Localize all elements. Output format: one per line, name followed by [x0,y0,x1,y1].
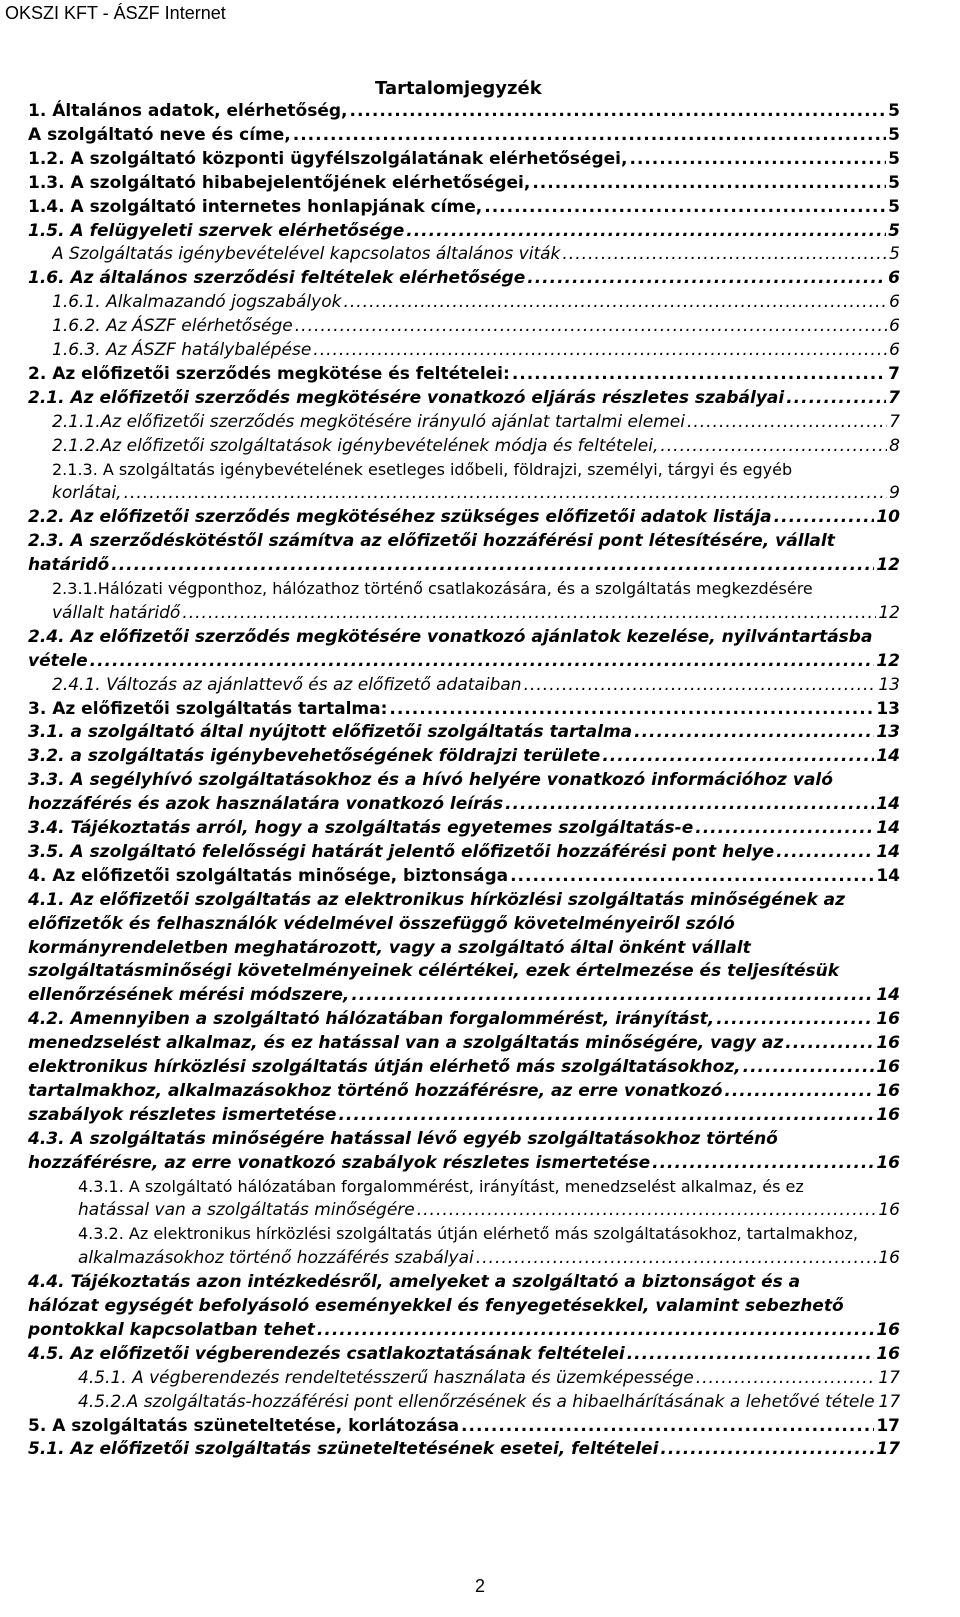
toc-entry-page: 16 [876,1009,900,1030]
toc-entry-title: 2.1.2.Az előfizetői szolgáltatások igénybevételének módja és feltételei, [52,435,659,456]
toc-entry[interactable] [52,458,900,482]
toc-leader-dots [696,1366,877,1390]
toc-entry[interactable] [28,147,900,171]
toc-entry-title: határidő [28,555,110,576]
toc-entry-page: 12 [876,555,900,576]
toc-entry[interactable] [28,959,900,983]
toc-entry-title: 2.3.1.Hálózati végponthoz, hálózathoz történő csatlakozására, és a szolgáltatás megkezdésére [52,579,813,598]
toc-entry[interactable] [52,242,900,266]
toc-entry-page: 6 [889,292,900,313]
toc-leader-dots [634,720,874,744]
toc-leader-dots [417,1198,877,1222]
toc-entry-page: 16 [876,1033,900,1054]
toc-leader-dots [724,1079,874,1103]
toc-leader-dots [512,362,886,386]
toc-leader-dots [90,649,875,673]
toc-entry[interactable] [28,840,900,864]
toc-entry[interactable] [52,577,900,601]
toc-entry-title: 4.5.1. A végberendezés rendeltetésszerű használata és üzemképessége [78,1367,694,1388]
toc-entry-page: 6 [888,268,900,289]
toc-leader-dots [182,601,876,625]
toc-leader-dots [687,410,887,434]
toc-leader-dots [389,697,874,721]
toc-entry-title: 4.3.2. Az elektronikus hírközlési szolgáltatás útján elérhető más szolgáltatásokhoz, tartalmakhoz, [78,1224,859,1244]
toc-entry-title: 1.6.1. Alkalmazandó jogszabályok [52,292,342,313]
toc-entry-title: 1.3. A szolgáltató hibabejelentőjének elérhetőségei, [28,172,531,193]
toc-entry[interactable] [52,314,900,338]
toc-entry[interactable] [28,649,900,673]
toc-entry-page: 12 [878,602,900,623]
toc-entry[interactable] [28,219,900,243]
toc-entry-title: elektronikus hírközlési szolgáltatás útján elérhető más szolgáltatásokhoz, [28,1057,741,1077]
toc-entry-page: 5 [888,196,900,217]
toc-entry-page: 13 [878,674,900,695]
toc-entry-title: 4.1. Az előfizetői szolgáltatás az elektronikus hírközlési szolgáltatás minőségének az [28,889,846,910]
toc-entry[interactable] [78,1198,900,1222]
toc-entry-title: 2.3. A szerződéskötéstől számítva az előfizetői hozzáférési pont létesítésére, vállalt [28,531,835,552]
toc-entry-page: 9 [889,483,900,504]
toc-entry-page: 16 [876,1319,900,1340]
toc-entry-title: 4.2. Amennyiben a szolgáltató hálózatában forgalommérést, irányítást, [28,1009,715,1030]
toc-entry[interactable] [52,338,900,362]
toc-entry-page: 7 [888,363,900,384]
toc-entry[interactable] [28,816,900,840]
toc-leader-dots [776,840,874,864]
toc-leader-dots [351,983,874,1007]
toc-leader-dots [716,1007,874,1031]
toc-leader-dots [785,1031,874,1055]
toc-leader-dots [627,1342,875,1366]
toc-entry-title: 2.2. Az előfizetői szerződés megkötéséhez szükséges előfizetői adatok listája [28,507,772,528]
toc-entry[interactable] [28,1079,900,1103]
toc-entry[interactable] [52,601,900,625]
toc-entry-title: tartalmakhoz, alkalmazásokhoz történő hozzáférésre, az erre vonatkozó [28,1080,723,1101]
toc-entry-page: 5 [888,148,900,169]
toc-entry[interactable] [28,697,900,721]
toc-entry[interactable] [28,1270,900,1294]
toc-entry[interactable] [78,1366,900,1390]
toc-leader-dots [629,147,886,171]
toc-entry[interactable] [78,1390,900,1414]
toc-leader-dots [313,338,887,362]
toc-entry-title: 3.4. Tájékoztatás arról, hogy a szolgáltatás egyetemes szolgáltatás-e [28,818,694,838]
toc-entry[interactable] [28,386,900,410]
toc-leader-dots [406,219,886,243]
toc-entry[interactable] [28,1127,900,1151]
toc-entry[interactable] [28,123,900,147]
toc-entry[interactable] [28,720,900,744]
toc-entry-title: 1. Általános adatok, elérhetőség, [28,101,348,121]
toc-leader-dots [317,1318,874,1342]
toc-entry[interactable] [28,195,900,219]
toc-leader-dots [602,744,874,768]
toc-leader-dots [293,123,886,147]
toc-entry-title: 2.1.1.Az előfizetői szerződés megkötésére irányuló ajánlat tartalmi elemei [52,411,685,432]
toc-entry-page: 8 [889,435,900,456]
toc-entry-page: 6 [889,316,900,337]
toc-leader-dots [338,1103,874,1127]
toc-entry-title: A szolgáltató neve és címe, [28,124,291,145]
toc-leader-dots [111,553,874,577]
toc-entry[interactable] [28,936,900,960]
toc-leader-dots [476,1246,877,1270]
toc-leader-dots [652,1151,874,1175]
toc-leader-dots [343,290,887,314]
toc-entry-title: 5.1. Az előfizetői szolgáltatás szüneteltetésének esetei, feltételei [28,1439,659,1460]
toc-entry-page: 14 [876,794,900,815]
toc-entry-title: 1.6.3. Az ÁSZF hatálybalépése [52,340,312,360]
toc-entry-title: hozzáférés és azok használatára vonatkozó leírás [28,794,504,815]
toc-leader-dots [695,816,874,840]
toc-leader-dots [743,1055,875,1079]
toc-entry-page: 16 [876,1057,900,1077]
toc-entry[interactable] [28,983,900,1007]
toc-entry-title: 4.5. Az előfizetői végberendezés csatlakoztatásának feltételei [28,1343,625,1364]
toc-leader-dots [505,792,874,816]
toc-entry[interactable] [28,1103,900,1127]
toc-entry[interactable] [28,171,900,195]
toc-entry[interactable] [28,912,900,936]
toc-entry-title: 4.5.2.A szolgáltatás-hozzáférési pont ellenőrzésének és a hibaelhárításának a lehetővé tétele [78,1391,875,1412]
toc-entry-title: korlátai, [52,483,122,504]
toc-entry[interactable] [78,1175,900,1199]
toc-entry[interactable] [78,1246,900,1270]
toc-title: Tartalomjegyzék [375,78,542,99]
toc-entry-title: 1.5. A felügyeleti szervek elérhetősége [28,220,405,241]
toc-entry-page: 5 [888,101,900,121]
toc-entry[interactable] [28,1055,900,1079]
toc-entry-page: 16 [876,1104,900,1125]
toc-leader-dots [774,505,875,529]
toc-entry-title: 2. Az előfizetői szerződés megkötése és feltételei: [28,363,510,384]
toc-entry[interactable] [28,1007,900,1031]
toc-entry-page: 16 [876,1343,900,1364]
toc-entry-page: 17 [876,1415,900,1436]
toc-leader-dots [510,864,874,888]
toc-entry-page: 14 [876,841,900,862]
toc-entry-page: 16 [878,1200,900,1221]
toc-entry-page: 6 [889,340,900,360]
toc-entry-page: 13 [876,722,900,743]
toc-entry-title: hálózat egységét befolyásoló eseményekkel és fenyegetésekkel, valamint sebezhető [28,1296,844,1316]
toc-entry-page: 5 [888,172,900,193]
toc-entry-page: 14 [876,985,900,1006]
toc-entry-page: 16 [878,1248,900,1269]
toc-entry[interactable] [28,1342,900,1366]
toc-entry-title: 3.5. A szolgáltató felelősségi határát jelentő előfizetői hozzáférési pont helye [28,841,775,862]
toc-leader-dots [660,1437,874,1461]
toc-entry[interactable] [28,792,900,816]
toc-entry-title: 2.1. Az előfizetői szerződés megkötésére vonatkozó eljárás részletes szabályai [28,387,785,408]
toc-entry-page: 7 [889,411,900,432]
toc-entry-title: hozzáférésre, az erre vonatkozó szabályok részletes ismertetése [28,1152,651,1173]
toc-entry[interactable] [52,481,900,505]
toc-entry-title: 3.3. A segélyhívó szolgáltatásokhoz és a hívó helyére vonatkozó információhoz való [28,770,833,791]
toc-entry-title: 1.2. A szolgáltató központi ügyfélszolgálatának elérhetőségei, [28,148,628,169]
toc-entry[interactable] [52,434,900,458]
toc-leader-dots [532,171,886,195]
toc-entry-title: 1.4. A szolgáltató internetes honlapjának címe, [28,196,483,217]
toc-entry[interactable] [78,1222,900,1246]
toc-entry[interactable] [28,553,900,577]
document-header: OKSZI KFT - ÁSZF Internet [5,3,226,23]
toc-leader-dots [295,314,887,338]
toc-leader-dots [524,673,877,697]
toc-entry-title: alkalmazásokhoz történő hozzáférés szabályai [78,1248,474,1269]
toc-entry-page: 14 [876,818,900,838]
toc-entry-title: 4.3.1. A szolgáltató hálózatában forgalommérést, irányítást, menedzselést alkalmaz, és ez [78,1176,804,1196]
toc-entry[interactable] [28,529,900,553]
toc-entry-title: ellenőrzésének mérési módszere, [28,985,350,1006]
toc-leader-dots [484,195,886,219]
toc-entry[interactable] [52,673,900,697]
page-number: 2 [474,1576,485,1596]
toc-entry-page: 5 [888,220,900,241]
toc-entry[interactable] [28,362,900,386]
toc-entry-page: 5 [889,244,900,265]
toc-leader-dots [527,266,886,290]
toc-entry-page: 10 [876,507,900,528]
toc-entry-page: 7 [888,387,900,408]
toc-entry-page: 16 [876,1080,900,1101]
toc-entry-title: 2.1.3. A szolgáltatás igénybevételének esetleges időbeli, földrajzi, személyi, tárgyi és egyéb [52,459,793,479]
toc-entry-title: 4. Az előfizetői szolgáltatás minősége, biztonsága [28,865,509,886]
toc-entry-title: 1.6.2. Az ÁSZF elérhetősége [52,316,293,337]
toc-entry[interactable] [28,505,900,529]
toc-entry-page: 14 [876,746,900,767]
toc-entry-title: 5. A szolgáltatás szüneteltetése, korlátozása [28,1415,460,1436]
toc-leader-dots [124,481,888,505]
toc-entry-title: 4.4. Tájékoztatás azon intézkedésről, amelyeket a szolgáltató a biztonságot és a [28,1272,801,1293]
toc-leader-dots [350,99,887,123]
toc-entry-title: 2.4.1. Változás az ajánlattevő és az előfizető adataiban [52,674,522,695]
toc-entry-page: 17 [878,1391,900,1412]
toc-entry-page: 17 [876,1439,900,1460]
toc-entry-page: 14 [876,865,900,886]
toc-entry[interactable] [28,266,900,290]
toc-entry-title: vétele [28,650,88,671]
toc-entry-title: menedzselést alkalmaz, és ez hatással van a szolgáltatás minőségére, vagy az [28,1033,784,1054]
toc-entry-title: 4.3. A szolgáltatás minőségére hatással lévő egyéb szolgáltatásokhoz történő [28,1128,778,1149]
toc-entry-title: pontokkal kapcsolatban tehet [28,1319,315,1340]
toc-entry[interactable] [28,768,900,792]
toc-entry-title: 3.2. a szolgáltatás igénybevehetőségének földrajzi területe [28,746,601,767]
toc-entry[interactable] [28,864,900,888]
toc-entry[interactable] [28,1437,900,1461]
toc-leader-dots [562,242,887,266]
toc-entry-title: hatással van a szolgáltatás minőségére [78,1200,415,1221]
toc-entry-title: 3.1. a szolgáltató által nyújtott előfizetői szolgáltatás tartalma [28,722,633,743]
toc-entry-title: szabályok részletes ismertetése [28,1104,337,1125]
toc-entry-page: 16 [876,1152,900,1173]
toc-entry[interactable] [28,625,900,649]
toc-entry-title: szolgáltatásminőségi követelményeinek célértékei, ezek értelmezése és teljesítésük [28,961,840,982]
toc-entry-page: 13 [876,698,900,719]
toc-leader-dots [660,434,887,458]
toc-entry[interactable] [28,744,900,768]
toc-entry-title: 1.6. Az általános szerződési feltételek elérhetősége [28,268,526,289]
toc-entry[interactable] [28,1031,900,1055]
toc-entry[interactable] [28,99,900,123]
toc-entry[interactable] [28,1151,900,1175]
toc-entry-page: 17 [878,1367,900,1388]
toc-entry[interactable] [52,410,900,434]
toc-entry-title: 3. Az előfizetői szolgáltatás tartalma: [28,698,388,719]
toc-entry[interactable] [28,1414,900,1438]
toc-entry-title: kormányrendeletben meghatározott, vagy a szolgáltató által önként vállalt [28,937,751,958]
toc-entry[interactable] [52,290,900,314]
toc-leader-dots [786,386,886,410]
toc-entry-page: 5 [888,124,900,145]
toc-entry-title: A Szolgáltatás igénybevételével kapcsolatos általános viták [52,244,561,265]
toc-entry-title: vállalt határidő [52,602,181,623]
toc-entry[interactable] [28,1318,900,1342]
toc-entry-title: előfizetők és felhasználók védelmével összefüggő követelményeiről szóló [28,913,735,934]
toc-entry-page: 12 [876,650,900,671]
toc-entry-title: 2.4. Az előfizetői szerződés megkötésére vonatkozó ajánlatok kezelése, nyilvántartásba [28,626,873,647]
toc-leader-dots [461,1414,874,1438]
toc-entry[interactable] [28,888,900,912]
toc-entry[interactable] [28,1294,900,1318]
